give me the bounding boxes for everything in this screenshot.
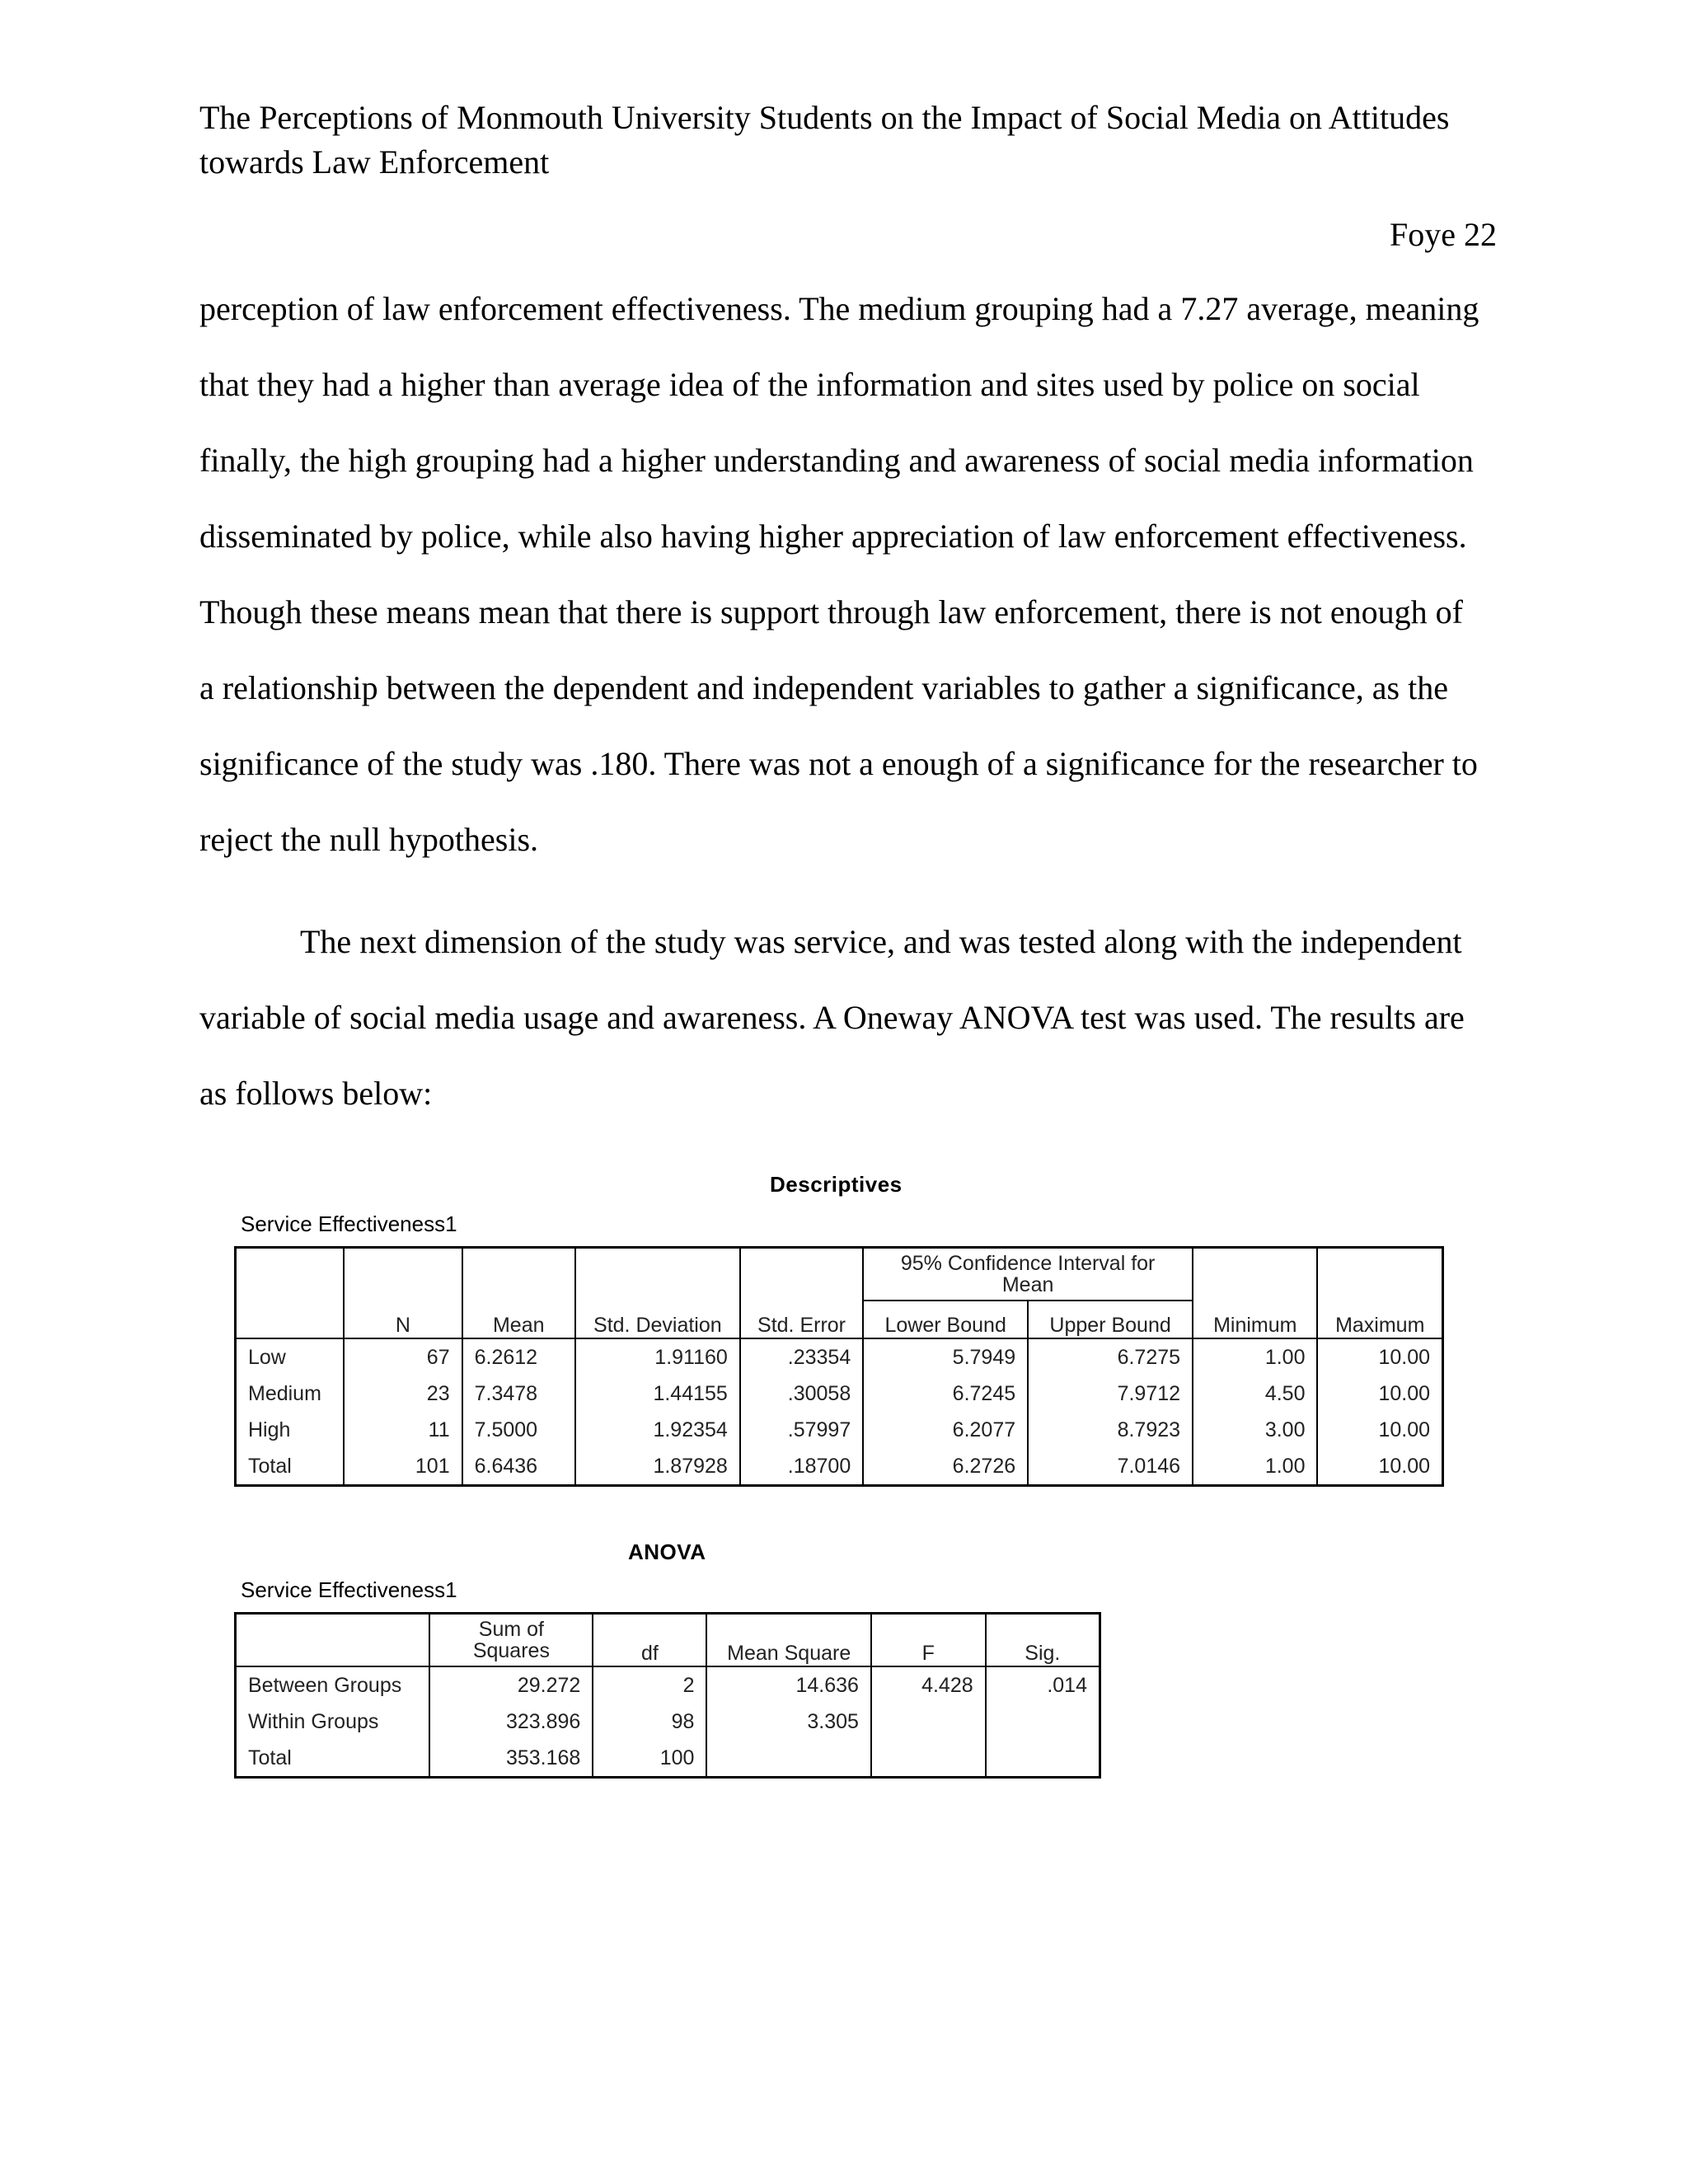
table-cell: 8.7923 bbox=[1028, 1412, 1193, 1448]
header-cell: Mean bbox=[462, 1301, 575, 1338]
header-cell: Maximum bbox=[1317, 1301, 1442, 1338]
anova-table bbox=[234, 1612, 1101, 1779]
anova-corner bbox=[236, 1614, 430, 1667]
anova-title: ANOVA bbox=[628, 1540, 706, 1564]
table-cell: 323.896 bbox=[429, 1704, 593, 1740]
table-cell: 1.44155 bbox=[575, 1376, 740, 1412]
paragraph-line: The next dimension of the study was service, and was tested along with the independent bbox=[300, 923, 1462, 960]
table-cell: 29.272 bbox=[429, 1666, 593, 1704]
table-row bbox=[236, 1704, 1100, 1740]
row-label: Between Groups bbox=[236, 1666, 430, 1704]
table-cell: 6.7275 bbox=[1028, 1338, 1193, 1376]
header-cell: Sig. bbox=[986, 1614, 1100, 1667]
table-cell: .18700 bbox=[740, 1448, 863, 1486]
paragraph-line: Though these means mean that there is support through law enforcement, there is not enough of bbox=[199, 593, 1463, 630]
table-cell: 1.87928 bbox=[575, 1448, 740, 1486]
table-cell: .014 bbox=[986, 1666, 1100, 1704]
table-cell: 1.00 bbox=[1193, 1338, 1317, 1376]
table-cell: 5.7949 bbox=[863, 1338, 1028, 1376]
table-cell: 3.305 bbox=[706, 1704, 870, 1740]
row-label: Total bbox=[236, 1740, 430, 1778]
table-cell: 6.2726 bbox=[863, 1448, 1028, 1486]
header-cell: Lower Bound bbox=[863, 1301, 1028, 1338]
table-cell: 1.92354 bbox=[575, 1412, 740, 1448]
header-cell: F bbox=[871, 1614, 986, 1667]
paragraph-line: as follows below: bbox=[199, 1075, 433, 1112]
paragraph-line: variable of social media usage and awareness. A Oneway ANOVA test was used. The results are bbox=[199, 999, 1465, 1036]
header-cell: Std. Error bbox=[740, 1301, 863, 1338]
table-cell: 23 bbox=[344, 1376, 462, 1412]
table-cell bbox=[986, 1704, 1100, 1740]
table-cell bbox=[706, 1740, 870, 1778]
descriptives-corner bbox=[236, 1248, 345, 1301]
paragraph-line: that they had a higher than average idea of the information and sites used by police on social bbox=[199, 366, 1420, 403]
table-row bbox=[236, 1448, 1443, 1486]
paragraph-line: perception of law enforcement effectiveness. The medium grouping had a 7.27 average, meaning bbox=[199, 290, 1479, 327]
table-cell: 3.00 bbox=[1193, 1412, 1317, 1448]
paragraph-1 bbox=[199, 271, 1502, 878]
paragraph-line: a relationship between the dependent and independent variables to gather a significance, as the bbox=[199, 669, 1448, 706]
table-cell: 353.168 bbox=[429, 1740, 593, 1778]
header-cell bbox=[462, 1248, 575, 1301]
row-label: Within Groups bbox=[236, 1704, 430, 1740]
header-cell bbox=[575, 1248, 740, 1301]
table-row bbox=[236, 1740, 1100, 1778]
header-cell: Sum of Squares bbox=[429, 1614, 593, 1667]
row-label: Medium bbox=[236, 1376, 345, 1412]
table-row bbox=[236, 1412, 1443, 1448]
header-cell: N bbox=[344, 1301, 462, 1338]
table-cell: 7.9712 bbox=[1028, 1376, 1193, 1412]
ci-header: 95% Confidence Interval for Mean bbox=[863, 1248, 1193, 1301]
header-cell: Upper Bound bbox=[1028, 1301, 1193, 1338]
descriptives-title: Descriptives bbox=[770, 1172, 903, 1197]
row-label: Low bbox=[236, 1338, 345, 1376]
descriptives-table bbox=[234, 1246, 1444, 1487]
table-cell: .57997 bbox=[740, 1412, 863, 1448]
table-cell bbox=[986, 1740, 1100, 1778]
running-title-line1: The Perceptions of Monmouth University Students on the Impact of Social Media on Attitudes bbox=[199, 99, 1450, 136]
table-row bbox=[236, 1376, 1443, 1412]
table-cell: 10.00 bbox=[1317, 1448, 1442, 1486]
anova-caption: Service Effectiveness1 bbox=[241, 1577, 457, 1602]
table-cell: 7.3478 bbox=[462, 1376, 575, 1412]
table-cell: .30058 bbox=[740, 1376, 863, 1412]
table-cell: 6.6436 bbox=[462, 1448, 575, 1486]
table-cell: 14.636 bbox=[706, 1666, 870, 1704]
header-cell: Mean Square bbox=[706, 1614, 870, 1667]
table-row bbox=[236, 1338, 1443, 1376]
table-cell bbox=[871, 1704, 986, 1740]
header-cell bbox=[1317, 1248, 1442, 1301]
header-cell bbox=[344, 1248, 462, 1301]
row-label: High bbox=[236, 1412, 345, 1448]
table-cell bbox=[871, 1740, 986, 1778]
paragraph-2 bbox=[199, 904, 1502, 1132]
header-cell: df bbox=[593, 1614, 706, 1667]
table-cell: 1.00 bbox=[1193, 1448, 1317, 1486]
table-cell: 6.2077 bbox=[863, 1412, 1028, 1448]
header-cell bbox=[740, 1248, 863, 1301]
table-cell: 2 bbox=[593, 1666, 706, 1704]
descriptives-caption: Service Effectiveness1 bbox=[241, 1212, 457, 1236]
table-row bbox=[236, 1666, 1100, 1704]
table-cell: 6.2612 bbox=[462, 1338, 575, 1376]
running-title-line2: towards Law Enforcement bbox=[199, 143, 550, 180]
table-cell: 7.5000 bbox=[462, 1412, 575, 1448]
table-cell: 7.0146 bbox=[1028, 1448, 1193, 1486]
table-cell: 10.00 bbox=[1317, 1412, 1442, 1448]
header-cell bbox=[1193, 1248, 1317, 1301]
paragraph-line: reject the null hypothesis. bbox=[199, 821, 539, 858]
table-cell: .23354 bbox=[740, 1338, 863, 1376]
table-cell: 1.91160 bbox=[575, 1338, 740, 1376]
header-cell bbox=[236, 1301, 345, 1338]
paragraph-line: finally, the high grouping had a higher understanding and awareness of social media information bbox=[199, 442, 1474, 479]
header-cell: Std. Deviation bbox=[575, 1301, 740, 1338]
header-cell: Minimum bbox=[1193, 1301, 1317, 1338]
table-cell: 10.00 bbox=[1317, 1376, 1442, 1412]
running-head bbox=[199, 96, 1502, 185]
table-cell: 4.428 bbox=[871, 1666, 986, 1704]
paragraph-line: significance of the study was .180. There was not a enough of a significance for the researcher to bbox=[199, 745, 1478, 782]
table-cell: 4.50 bbox=[1193, 1376, 1317, 1412]
table-cell: 11 bbox=[344, 1412, 462, 1448]
table-cell: 67 bbox=[344, 1338, 462, 1376]
page-number: Foye 22 bbox=[1390, 216, 1497, 253]
table-cell: 10.00 bbox=[1317, 1338, 1442, 1376]
table-cell: 6.7245 bbox=[863, 1376, 1028, 1412]
table-cell: 98 bbox=[593, 1704, 706, 1740]
paragraph-line: disseminated by police, while also having higher appreciation of law enforcement effectiveness. bbox=[199, 518, 1467, 555]
row-label: Total bbox=[236, 1448, 345, 1486]
table-cell: 100 bbox=[593, 1740, 706, 1778]
table-cell: 101 bbox=[344, 1448, 462, 1486]
